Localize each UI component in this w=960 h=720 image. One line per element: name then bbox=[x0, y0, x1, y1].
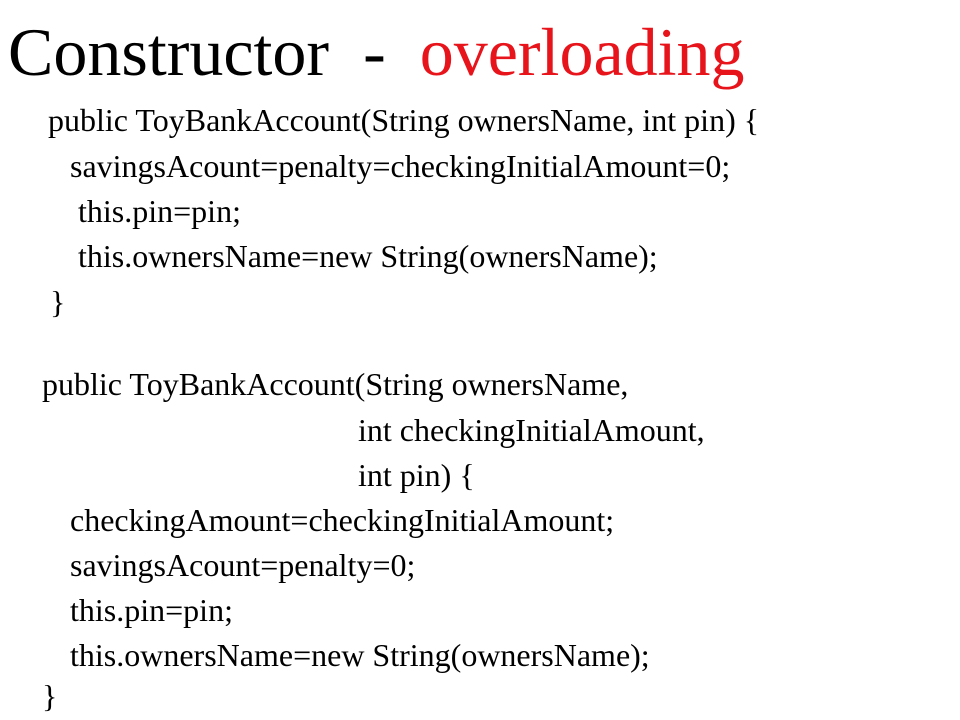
code-line: this.ownersName=new String(ownersName); bbox=[78, 238, 658, 274]
title-main: Constructor - bbox=[8, 14, 420, 90]
code-line: this.pin=pin; bbox=[78, 193, 241, 229]
code-line: this.ownersName=new String(ownersName); bbox=[70, 637, 650, 673]
code-line: checkingAmount=checkingInitialAmount; bbox=[70, 502, 615, 538]
title-accent: overloading bbox=[419, 14, 745, 90]
code-line: } bbox=[42, 678, 58, 714]
code-line: } bbox=[50, 284, 66, 320]
code-line: public ToyBankAccount(String ownersName, bbox=[42, 366, 629, 402]
code-line: savingsAcount=penalty=0; bbox=[70, 547, 416, 583]
code-line: public ToyBankAccount(String ownersName, int pin) { bbox=[48, 102, 760, 138]
code-line: this.pin=pin; bbox=[70, 592, 233, 628]
code-line: savingsAcount=penalty=checkingInitialAmount=0; bbox=[70, 148, 731, 184]
code-line: int checkingInitialAmount, bbox=[358, 412, 705, 448]
code-line: int pin) { bbox=[358, 457, 475, 493]
slide-title bbox=[8, 10, 745, 94]
